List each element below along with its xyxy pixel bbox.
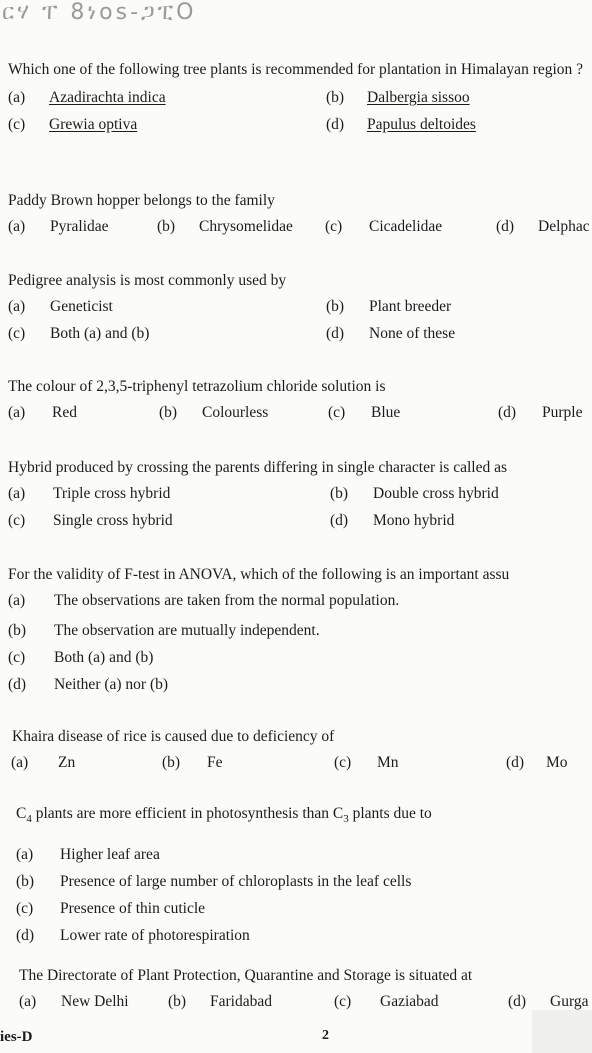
handwritten-note: ርሃ ፐ 8ነos-ጋፒO: [2, 0, 197, 25]
question-stem: Which one of the following tree plants is recommended for plantation in Himalayan region ?: [8, 61, 584, 78]
options-row: [8, 587, 592, 614]
option-text: Higher leaf area: [60, 846, 160, 864]
options-row: [8, 213, 592, 240]
option-label: (a): [8, 592, 26, 609]
option-b: [162, 749, 223, 776]
option-d: [330, 507, 454, 534]
option-a: [8, 293, 113, 320]
option-text: Mono hybrid: [373, 512, 455, 529]
option-text: Presence of large number of chloroplasts in the leaf cells: [60, 873, 412, 891]
option-label: (d): [330, 512, 349, 529]
option-text: Both (a) and (b): [54, 649, 154, 666]
stem-c4-letter: C: [16, 805, 27, 822]
option-text: Chrysomelidae: [199, 218, 293, 235]
option-label: (a): [16, 846, 34, 864]
option-b: [8, 617, 320, 644]
option-b: [16, 868, 411, 895]
options-row: [8, 111, 592, 138]
page-number: 2: [322, 1028, 329, 1043]
option-text: Zn: [58, 754, 76, 771]
option-text: The observations are taken from the normal population.: [54, 592, 400, 609]
option-label: (b): [326, 298, 345, 315]
option-text: Delphac: [538, 218, 590, 235]
option-text: Pyralidae: [50, 218, 109, 235]
options-row: [8, 644, 592, 671]
option-c: [8, 644, 153, 671]
option-label: (a): [8, 89, 26, 106]
option-label: (b): [162, 754, 181, 771]
option-text: Lower rate of photorespiration: [60, 927, 250, 945]
option-text: Mo: [546, 754, 568, 771]
series-label: ies-D: [0, 1029, 33, 1045]
question-8: [8, 802, 592, 949]
option-d: [16, 922, 250, 949]
option-text: Faridabad: [210, 993, 272, 1010]
option-text: Papulus deltoides: [367, 116, 476, 133]
option-label: (d): [506, 754, 525, 771]
options-row: [8, 671, 592, 698]
option-text: Grewia optiva: [49, 116, 138, 133]
question-2: [8, 189, 592, 240]
option-text: Dalbergia sissoo: [367, 89, 470, 106]
option-label: (d): [16, 927, 35, 945]
option-text: Blue: [371, 404, 401, 421]
option-text: Plant breeder: [369, 298, 452, 315]
options-row: [8, 749, 592, 776]
options-row: [8, 293, 592, 320]
option-text: Triple cross hybrid: [53, 485, 171, 502]
question-stem: The colour of 2,3,5-triphenyl tetrazolium chloride solution is: [8, 378, 386, 395]
options-row: [8, 507, 592, 534]
option-a: [8, 213, 109, 240]
question-stem: Hybrid produced by crossing the parents differing in single character is called as: [8, 459, 507, 476]
option-label: (c): [8, 325, 26, 342]
option-text: Geneticist: [50, 298, 113, 315]
option-text: Both (a) and (b): [50, 325, 150, 342]
option-a: [19, 988, 129, 1015]
question-stem: [8, 802, 592, 831]
option-label: (a): [8, 485, 26, 502]
option-d: [326, 320, 455, 347]
option-label: (d): [326, 325, 345, 342]
option-label: (c): [325, 218, 343, 235]
options-row: [8, 84, 592, 111]
options-row: [8, 988, 592, 1015]
option-text: Neither (a) nor (b): [54, 676, 169, 693]
options-row: [8, 480, 592, 507]
option-c: [325, 213, 442, 240]
option-c: [334, 749, 399, 776]
option-label: (b): [157, 218, 176, 235]
option-text: Purple: [542, 404, 583, 421]
option-label: (c): [8, 512, 26, 529]
option-d: [506, 749, 568, 776]
option-label: (a): [8, 404, 26, 421]
option-label: (b): [326, 89, 345, 106]
option-c: [8, 507, 173, 534]
option-b: [159, 399, 268, 426]
options-row: [8, 617, 592, 644]
option-label: (d): [326, 116, 345, 133]
option-d: [498, 399, 582, 426]
option-a: [11, 749, 75, 776]
option-b: [326, 293, 451, 320]
option-text: Mn: [377, 754, 399, 771]
option-c: [328, 399, 400, 426]
option-label: (a): [8, 218, 26, 235]
option-text: Fe: [207, 754, 223, 771]
option-label: (a): [11, 754, 29, 771]
option-label: (a): [8, 298, 26, 315]
option-text: None of these: [369, 325, 456, 342]
option-a: [8, 480, 170, 507]
option-text: Double cross hybrid: [373, 485, 499, 502]
option-c: [334, 988, 439, 1015]
question-stem: Khaira disease of rice is caused due to deficiency of: [12, 728, 335, 745]
option-text: Azadirachta indica: [49, 89, 166, 106]
option-label: (d): [496, 218, 515, 235]
option-text: Gurga: [550, 993, 589, 1010]
option-d: [8, 671, 168, 698]
option-label: (b): [16, 873, 35, 891]
options-row: [8, 922, 592, 949]
option-b: [326, 84, 470, 111]
option-b: [168, 988, 272, 1015]
option-label: (c): [16, 900, 34, 918]
stem-subscript-4: 4: [26, 813, 32, 826]
option-label: (d): [498, 404, 517, 421]
option-text: Colourless: [202, 404, 269, 421]
question-stem: The Directorate of Plant Protection, Quarantine and Storage is situated at: [19, 967, 473, 984]
option-b: [157, 213, 293, 240]
question-stem: Pedigree analysis is most commonly used by: [8, 272, 287, 289]
option-d: [326, 111, 476, 138]
stem-middle: plants are more efficient in photosynthesis than C: [31, 805, 344, 822]
option-text: Presence of thin cuticle: [60, 900, 206, 918]
option-a: [8, 84, 166, 111]
option-label: (a): [19, 993, 37, 1010]
stem-subscript-3: 3: [343, 813, 349, 826]
option-text: Gaziabad: [380, 993, 439, 1010]
option-c: [16, 895, 205, 922]
options-row: [8, 895, 592, 922]
options-row: [8, 841, 592, 868]
option-text: Red: [52, 404, 77, 421]
option-label: (c): [328, 404, 346, 421]
question-1: [8, 58, 592, 138]
question-5: [8, 456, 592, 534]
options-row: [8, 868, 592, 895]
option-b: [330, 480, 499, 507]
option-label: (b): [8, 622, 27, 639]
option-a: [16, 841, 160, 868]
question-stem: Paddy Brown hopper belongs to the family: [8, 192, 275, 209]
option-label: (c): [334, 754, 352, 771]
option-text: Single cross hybrid: [53, 512, 173, 529]
option-a: [8, 399, 77, 426]
option-d: [496, 213, 590, 240]
options-row: [8, 320, 592, 347]
option-label: (b): [330, 485, 349, 502]
question-stem: For the validity of F-test in ANOVA, which of the following is an important assu: [8, 566, 510, 583]
question-9: [8, 964, 592, 1015]
option-text: New Delhi: [61, 993, 129, 1010]
option-text: The observation are mutually independent.: [54, 622, 320, 639]
question-3: [8, 269, 592, 347]
option-c: [8, 320, 149, 347]
option-text: Cicadelidae: [369, 218, 443, 235]
option-a: [8, 587, 399, 614]
question-6: [8, 563, 592, 698]
options-row: [8, 399, 592, 426]
stem-end: plants due to: [348, 805, 432, 822]
option-label: (c): [8, 649, 26, 666]
option-label: (c): [334, 993, 352, 1010]
option-label: (c): [8, 116, 26, 133]
option-label: (d): [8, 676, 27, 693]
option-label: (b): [168, 993, 187, 1010]
option-label: (b): [159, 404, 178, 421]
question-7: [8, 725, 592, 776]
faded-stamp: [532, 1010, 592, 1053]
option-c: [8, 111, 137, 138]
option-label: (d): [508, 993, 527, 1010]
question-4: [8, 375, 592, 426]
